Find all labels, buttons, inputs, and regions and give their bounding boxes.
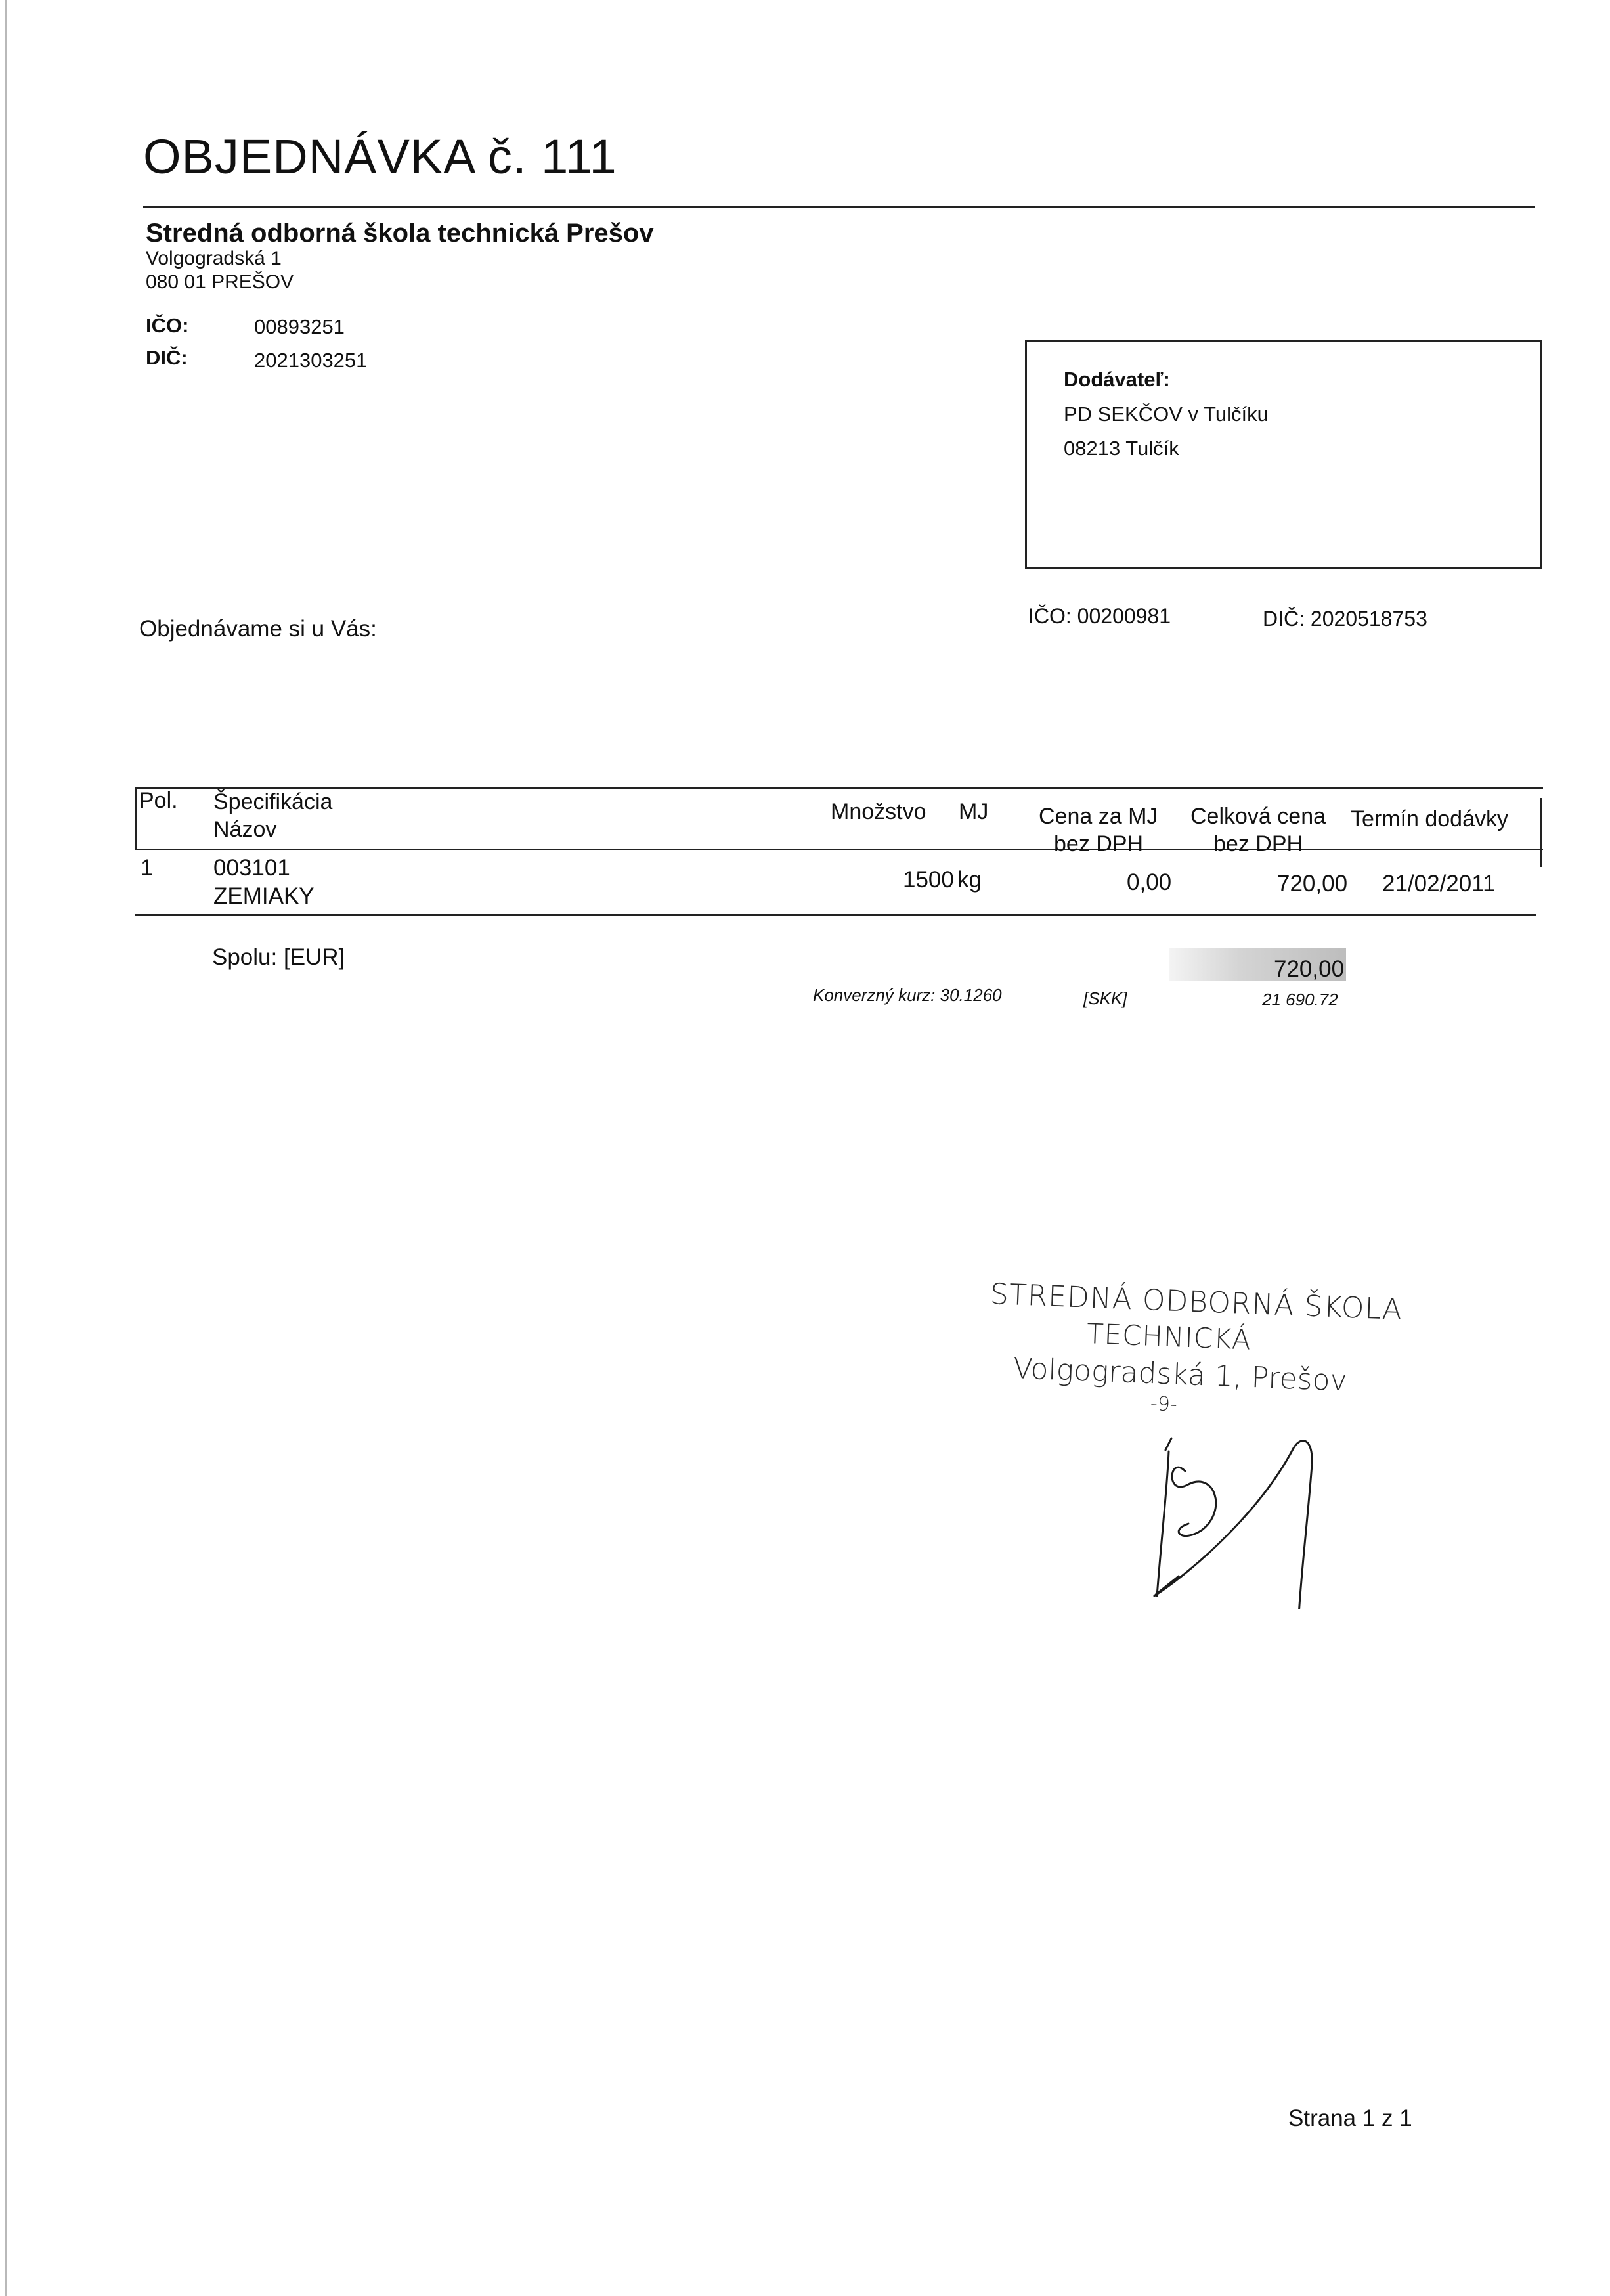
th-termin: Termín dodávky [1351,806,1508,831]
th-spec: Špecifikácia [213,789,333,814]
th-nazov: Názov [213,817,277,842]
buyer-ico-label: IČO: [146,314,189,337]
th-cena-mj-dph: bez DPH [1054,831,1144,856]
row-total: 720,00 [1277,871,1348,896]
supplier-label: Dodávateľ: [1064,368,1170,391]
buyer-name: Stredná odborná škola technická Prešov [146,219,654,248]
row-unit-price: 0,00 [1127,870,1172,895]
summary-label: Spolu: [EUR] [212,944,345,970]
table-right-border [1540,798,1542,867]
th-celkova-dph: bez DPH [1213,831,1303,856]
table-bottom-border [135,914,1536,916]
table-left-border [135,787,137,850]
buyer-street: Volgogradská 1 [146,248,282,269]
summary-total-skk: 21 690.72 [1262,990,1338,1009]
stamp-line-2: TECHNICKÁ [1086,1317,1252,1356]
row-code: 003101 [213,855,290,881]
th-mj: MJ [959,799,989,824]
supplier-ico: IČO: 00200981 [1028,604,1171,628]
page-footer: Strana 1 z 1 [1288,2106,1412,2131]
document-title: OBJEDNÁVKA č. 111 [143,129,617,184]
supplier-city: 08213 Tulčík [1064,437,1179,460]
order-intro: Objednávame si u Vás: [139,616,377,642]
table-header-divider [135,849,1543,850]
stamp-line-1: STREDNÁ ODBORNÁ ŠKOLA [990,1277,1403,1327]
table-top-border [135,787,1543,789]
supplier-dic: DIČ: 2020518753 [1263,607,1427,630]
row-unit: kg [957,867,982,893]
th-cena-mj: Cena za MJ [1039,804,1158,829]
th-pol: Pol. [139,788,178,813]
summary-total-eur: 720,00 [1274,956,1345,982]
buyer-ico: 00893251 [254,315,345,338]
conversion-rate: Konverzný kurz: 30.1260 [813,985,1002,1005]
row-name: ZEMIAKY [213,883,315,909]
row-date: 21/02/2011 [1382,871,1496,896]
buyer-dic-label: DIČ: [146,346,188,369]
row-quantity: 1500 [903,867,954,893]
stamp-line-3: Volgogradská 1, Prešov [1012,1352,1348,1398]
th-celkova: Celková cena [1190,804,1326,829]
buyer-dic: 2021303251 [254,349,368,372]
scan-edge [5,0,7,2296]
title-divider [143,206,1535,208]
row-pol: 1 [141,855,154,881]
stamp-line-4: -9- [1150,1392,1178,1417]
skk-label: [SKK] [1083,988,1127,1008]
th-mnozstvo: Množstvo [831,799,926,824]
signature [1129,1399,1326,1609]
supplier-name: PD SEKČOV v Tulčíku [1064,403,1269,426]
buyer-city: 080 01 PREŠOV [146,271,294,293]
